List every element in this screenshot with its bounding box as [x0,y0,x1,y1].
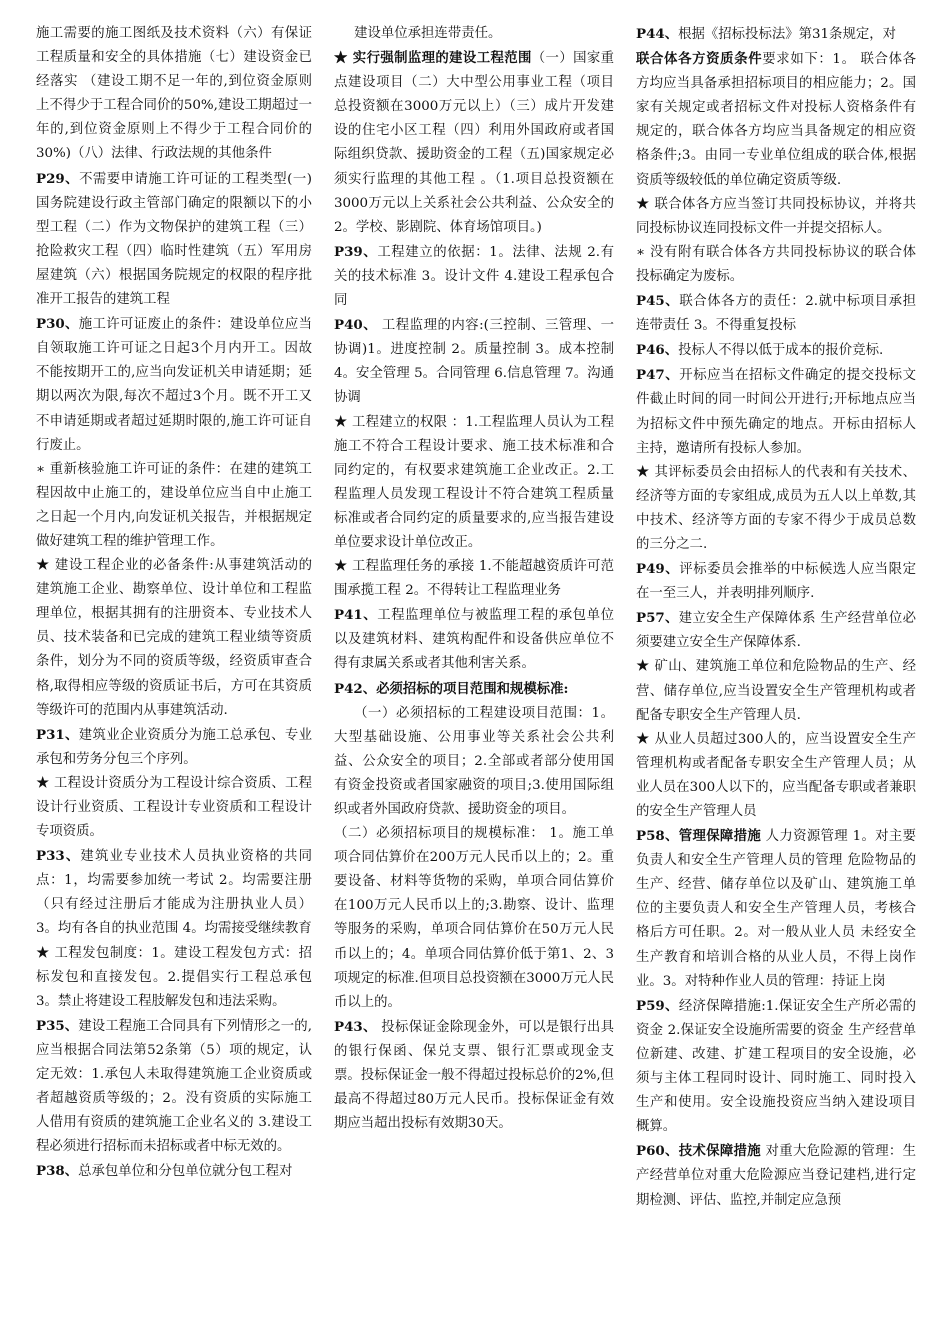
paragraph-heading: P46、 [636,342,679,359]
paragraph-text: 建设单位承担连带责任。 [354,26,502,41]
paragraph [36,554,312,723]
paragraph-text: ★ 工程建立的权限 ：1.工程监理人员认为工程施工不符合工程设计要求、施工技术标准和合同约定的，有权要求建筑施工企业改正。2.工程监理人员发现工程设计不符合建筑工程质量标准或者合同约定的质量要求的,应当报告建设单位要求设计单位改正。 [334,414,614,550]
paragraph [636,338,916,363]
paragraph-heading: 联合体各方资质条件 [636,51,763,68]
paragraph [334,702,614,822]
paragraph [36,22,312,167]
paragraph-text: 评标委员会推举的中标候选人应当限定在一至三人，并表明排列顺序. [636,562,916,602]
paragraph [636,22,916,47]
paragraph-text: 联合体各方的责任：2.就中标项目承担连带责任 3。不得重复投标 [636,294,916,334]
paragraph [636,241,916,289]
paragraph [636,193,916,241]
text-column-middle [334,22,614,1344]
paragraph [334,46,614,240]
paragraph-text: 建立安全生产保障体系 生产经营单位必须要建立安全生产保障体系. [636,611,916,651]
paragraph-text: 不需要申请施工许可证的工程类型(一)国务院建设行政主管部门确定的限额以下的小型工程（二）作为文物保护的建筑工程（三）抢险救灾工程（四）临时性建筑（五）军用房屋建筑（六）根据国务院规定的权限的程序批准开工报告的建筑工程 [36,171,312,308]
paragraph-text: （一）国家重点建设项目（二）大中型公用事业工程（项目总投资额在3000万元以上）（三）成片开发建设的住宅小区工程（四）利用外国政府或者国际组织贷款、援助资金的工程（五)国家规定必须实行监理的其他工程 。（1.项目总投资额在3000万元以上关系社会公共利益、公众安全的2。学校、影剧院、体育场馆项目。) [334,51,614,235]
paragraph-heading: P45、 [636,293,680,310]
paragraph [636,461,916,557]
paragraph-text: ★ 工程设计资质分为工程设计综合资质、工程设计行业资质、工程设计专业资质和工程设计专项资质。 [36,775,312,840]
paragraph-text: 施工需要的施工图纸及技术资料（六）有保证工程质量和安全的具体措施（七）建设资金已经落实 （建设工期不足一年的,到位资金原则上不得少于工程合同价的50%,建设工期超过一年的,到位资金原则上不得少于工程合同价的30%)（八）法律、行政法规的其他条件 [36,26,312,162]
paragraph [36,772,312,844]
paragraph-heading: P39、 [334,243,378,260]
paragraph-text: ∗ 没有附有联合体各方共同投标协议的联合体投标确定为废标。 [636,244,916,284]
paragraph-heading: P44、 [636,26,679,42]
paragraph-text: 开标应当在招标文件确定的提交投标文件截止时间的同一时间公开进行;开标地点应当为招标文件中预先确定的地点。开标由招标人主持，邀请所有投标人参加。 [636,368,916,456]
paragraph-heading: P41、 [334,607,378,624]
paragraph [36,312,312,458]
paragraph [334,822,614,1015]
paragraph [636,824,916,994]
paragraph-heading: P59、 [636,997,679,1014]
paragraph-heading: P40、 [334,317,378,334]
paragraph-heading: P57、 [636,610,679,627]
paragraph-text: 投标保证金除现金外，可以是银行出具的银行保函、保兑支票、银行汇票或现金支票。投标保证金一般不得超过投标总价的2%,但最高不得超过80万元人民币。投标保证金有效期应当超出投标有效期30天。 [334,1019,614,1132]
paragraph-text: （二）必须招标项目的规模标准： 1。施工单项合同估算价在200万元人民币以上的；2。重要设备、材料等货物的采购，单项合同估算价在100万元人民币以上的;3.勘察、设计、监理等服务的采购，单项合同估算价在50万元人民币以上的；4。单项合同估算价低于第1、2、3项规定的标准.但项目总投资额在3000万元人民币以上的。 [334,826,614,1010]
paragraph-text: 总承包单位和分包单位就分包工程对 [78,1164,293,1180]
paragraph-heading: P43、 [334,1018,377,1035]
paragraph [636,606,916,655]
paragraph [636,655,916,727]
paragraph-heading: P38、 [36,1163,79,1180]
paragraph-text: ★ 工程监理任务的承接 1.不能超越资质许可范围承揽工程 2。不得转让工程监理业务 [334,559,614,599]
paragraph-text: ★ 工程发包制度：1。建设工程发包方式：招标发包和直接发包。2.提倡实行工程总承包 3。禁止将建设工程肢解发包和违法采购。 [36,945,312,1009]
paragraph-heading: P49、 [636,561,680,578]
paragraph [36,723,312,772]
paragraph [636,363,916,460]
paragraph-text: 对重大危险源的管理：生产经营单位对重大危险源应当登记建档,进行定期检测、评估、监控,并制定应急预 [636,1144,916,1208]
paragraph [636,994,916,1140]
paragraph-heading: P30、 [36,316,79,333]
paragraph-text: 人力资源管理 1。对主要负责人和安全生产管理人员的管理 危险物品的生产、经营、储存单位以及矿山、建筑施工单位的主要负责人和安全生产管理人员，考核合格后方可任职。2。对一般从业人员 未经安全生产教育和培训合格的从业人员，不得上岗作业。3。对特种作业人员的管理：持证上岗 [636,829,916,989]
paragraph [636,728,916,824]
paragraph [36,844,312,941]
paragraph [334,411,614,556]
paragraph-heading: P33、 [36,848,81,865]
paragraph [36,942,312,1014]
paragraph [636,1139,916,1212]
paragraph [334,22,614,46]
paragraph [334,1015,614,1136]
paragraph-heading: P31、 [36,726,79,743]
paragraph [636,557,916,606]
paragraph-text: 工程监理单位与被监理工程的承包单位以及建筑材料、建筑构配件和设备供应单位不得有隶属关系或者其他利害关系。 [334,608,614,672]
paragraph-text: 施工许可证废止的条件：建设单位应当自领取施工许可证之日起3个月内开工。因故不能按期开工的,应当向发证机关申请延期；延期以两次为限,每次不超过3个月。既不开工又不申请延期或者超过延期时限的,施工许可证自行废止。 [36,317,312,453]
paragraph [36,1159,312,1184]
paragraph-text: ★ 建设工程企业的必备条件:从事建筑活动的建筑施工企业、勘察单位、设计单位和工程监理单位，根据其拥有的注册资本、专业技术人员、技术装备和已完成的建筑工程业绩等资质条件，划分为不同的资质等级，经资质审查合格,取得相应等级的资质证书后，方可在其资质等级许可的范围内从事建筑活动. [36,558,312,718]
paragraph-text: ★ 其评标委员会由招标人的代表和有关技术、经济等方面的专家组成,成员为五人以上单数,其中技术、经济等方面的专家不得少于成员总数的三分之二. [636,464,916,552]
paragraph-text: 经济保障措施:1.保证安全生产所必需的资金 2.保证安全设施所需要的资金 生产经营单位新建、改建、扩建工程项目的安全设施，必须与主体工程同时设计、同时施工、同时投入生产和使用。安全设施投资应当纳入建设项目概算。 [636,998,916,1135]
paragraph-heading: P47、 [636,367,680,384]
paragraph [636,47,916,193]
paragraph-text: ★ 矿山、建筑施工单位和危险物品的生产、经营、储存单位,应当设置安全生产管理机构或者配备专职安全生产管理人员. [636,659,916,723]
paragraph-heading: P42、必须招标的项目范围和规模标准: [334,680,569,697]
paragraph-text: 建筑业专业技术人员执业资格的共同点：1，均需要参加统一考试 2。均需要注册（只有经过注册后才能成为注册执业人员）3。均有各自的执业范围 4。均需接受继续教育 [36,849,312,937]
paragraph-text: ★ 联合体各方应当签订共同投标协议，并将共同投标协议连同投标文件一并提交招标人。 [636,196,916,236]
paragraph [334,313,614,410]
paragraph-text: 工程监理的内容:(三控制、三管理、一协调)1。进度控制 2。质量控制 3。成本控制 4。安全管理 5。合同管理 6.信息管理 7。沟通协调 [334,318,614,406]
paragraph-text: 要求如下：1。 联合体各方均应当具备承担招标项目的相应能力；2。国家有关规定或者招标文件对投标人资格条件有规定的，联合体各方均应当具备规定的相应资格条件;3。由同一专业单位组成的联合体,根据资质等级较低的单位确定资质等级. [636,52,916,188]
paragraph [334,677,614,702]
paragraph [36,1014,312,1160]
paragraph-heading: P35、 [36,1017,79,1034]
paragraph [334,555,614,603]
text-column-left [36,22,312,1344]
paragraph-text: 建筑业企业资质分为施工总承包、专业承包和劳务分包三个序列。 [36,727,312,767]
paragraph [36,458,312,554]
paragraph [36,167,312,313]
paragraph-heading: P60、技术保障措施 [636,1143,761,1160]
paragraph-heading: ★ 实行强制监理的建设工程范围 [334,50,532,67]
paragraph-text: 工程建立的依据：1。法律、法规 2.有关的技术标准 3。设计文件 4.建设工程承包合同 [334,244,614,309]
paragraph-text: 根据《招标投标法》第31条规定，对 [678,27,897,42]
paragraph [334,240,614,313]
paragraph-text: ★ 从业人员超过300人的，应当设置安全生产管理机构或者配备专职安全生产管理人员；从业人员在300人以下的，应当配备专职或者兼职的安全生产管理人员 [636,731,916,819]
paragraph [334,603,614,676]
paragraph [636,289,916,338]
paragraph-text: 投标人不得以低于成本的报价竞标. [678,343,884,359]
paragraph-text: 建设工程施工合同具有下列情形之一的,应当根据合同法第52条第（5）项的规定，认定无效：1.承包人未取得建筑施工企业资质或者超越资质等级的；2。没有资质的实际施工人借用有资质的建筑施工企业名义的 3.建设工程必须进行招标而未招标或者中标无效的。 [36,1018,312,1155]
paragraph-heading: P29、 [36,170,80,187]
text-column-right [636,22,916,1344]
paragraph-text: （一）必须招标的工程建设项目范围：1。大型基础设施、公用事业等关系社会公共利益、公众安全的项目；2.全部或者部分使用国有资金投资或者国家融资的项目;3.使用国际组织或者外国政府贷款、援助资金的项目。 [334,705,614,817]
paragraph-heading: P58、管理保障措施 [636,828,762,845]
paragraph-text: ∗ 重新核验施工许可证的条件：在建的建筑工程因故中止施工的，建设单位应当自中止施工之日起一个月内,向发证机关报告，并根据规定做好建筑工程的维护管理工作。 [36,461,312,549]
